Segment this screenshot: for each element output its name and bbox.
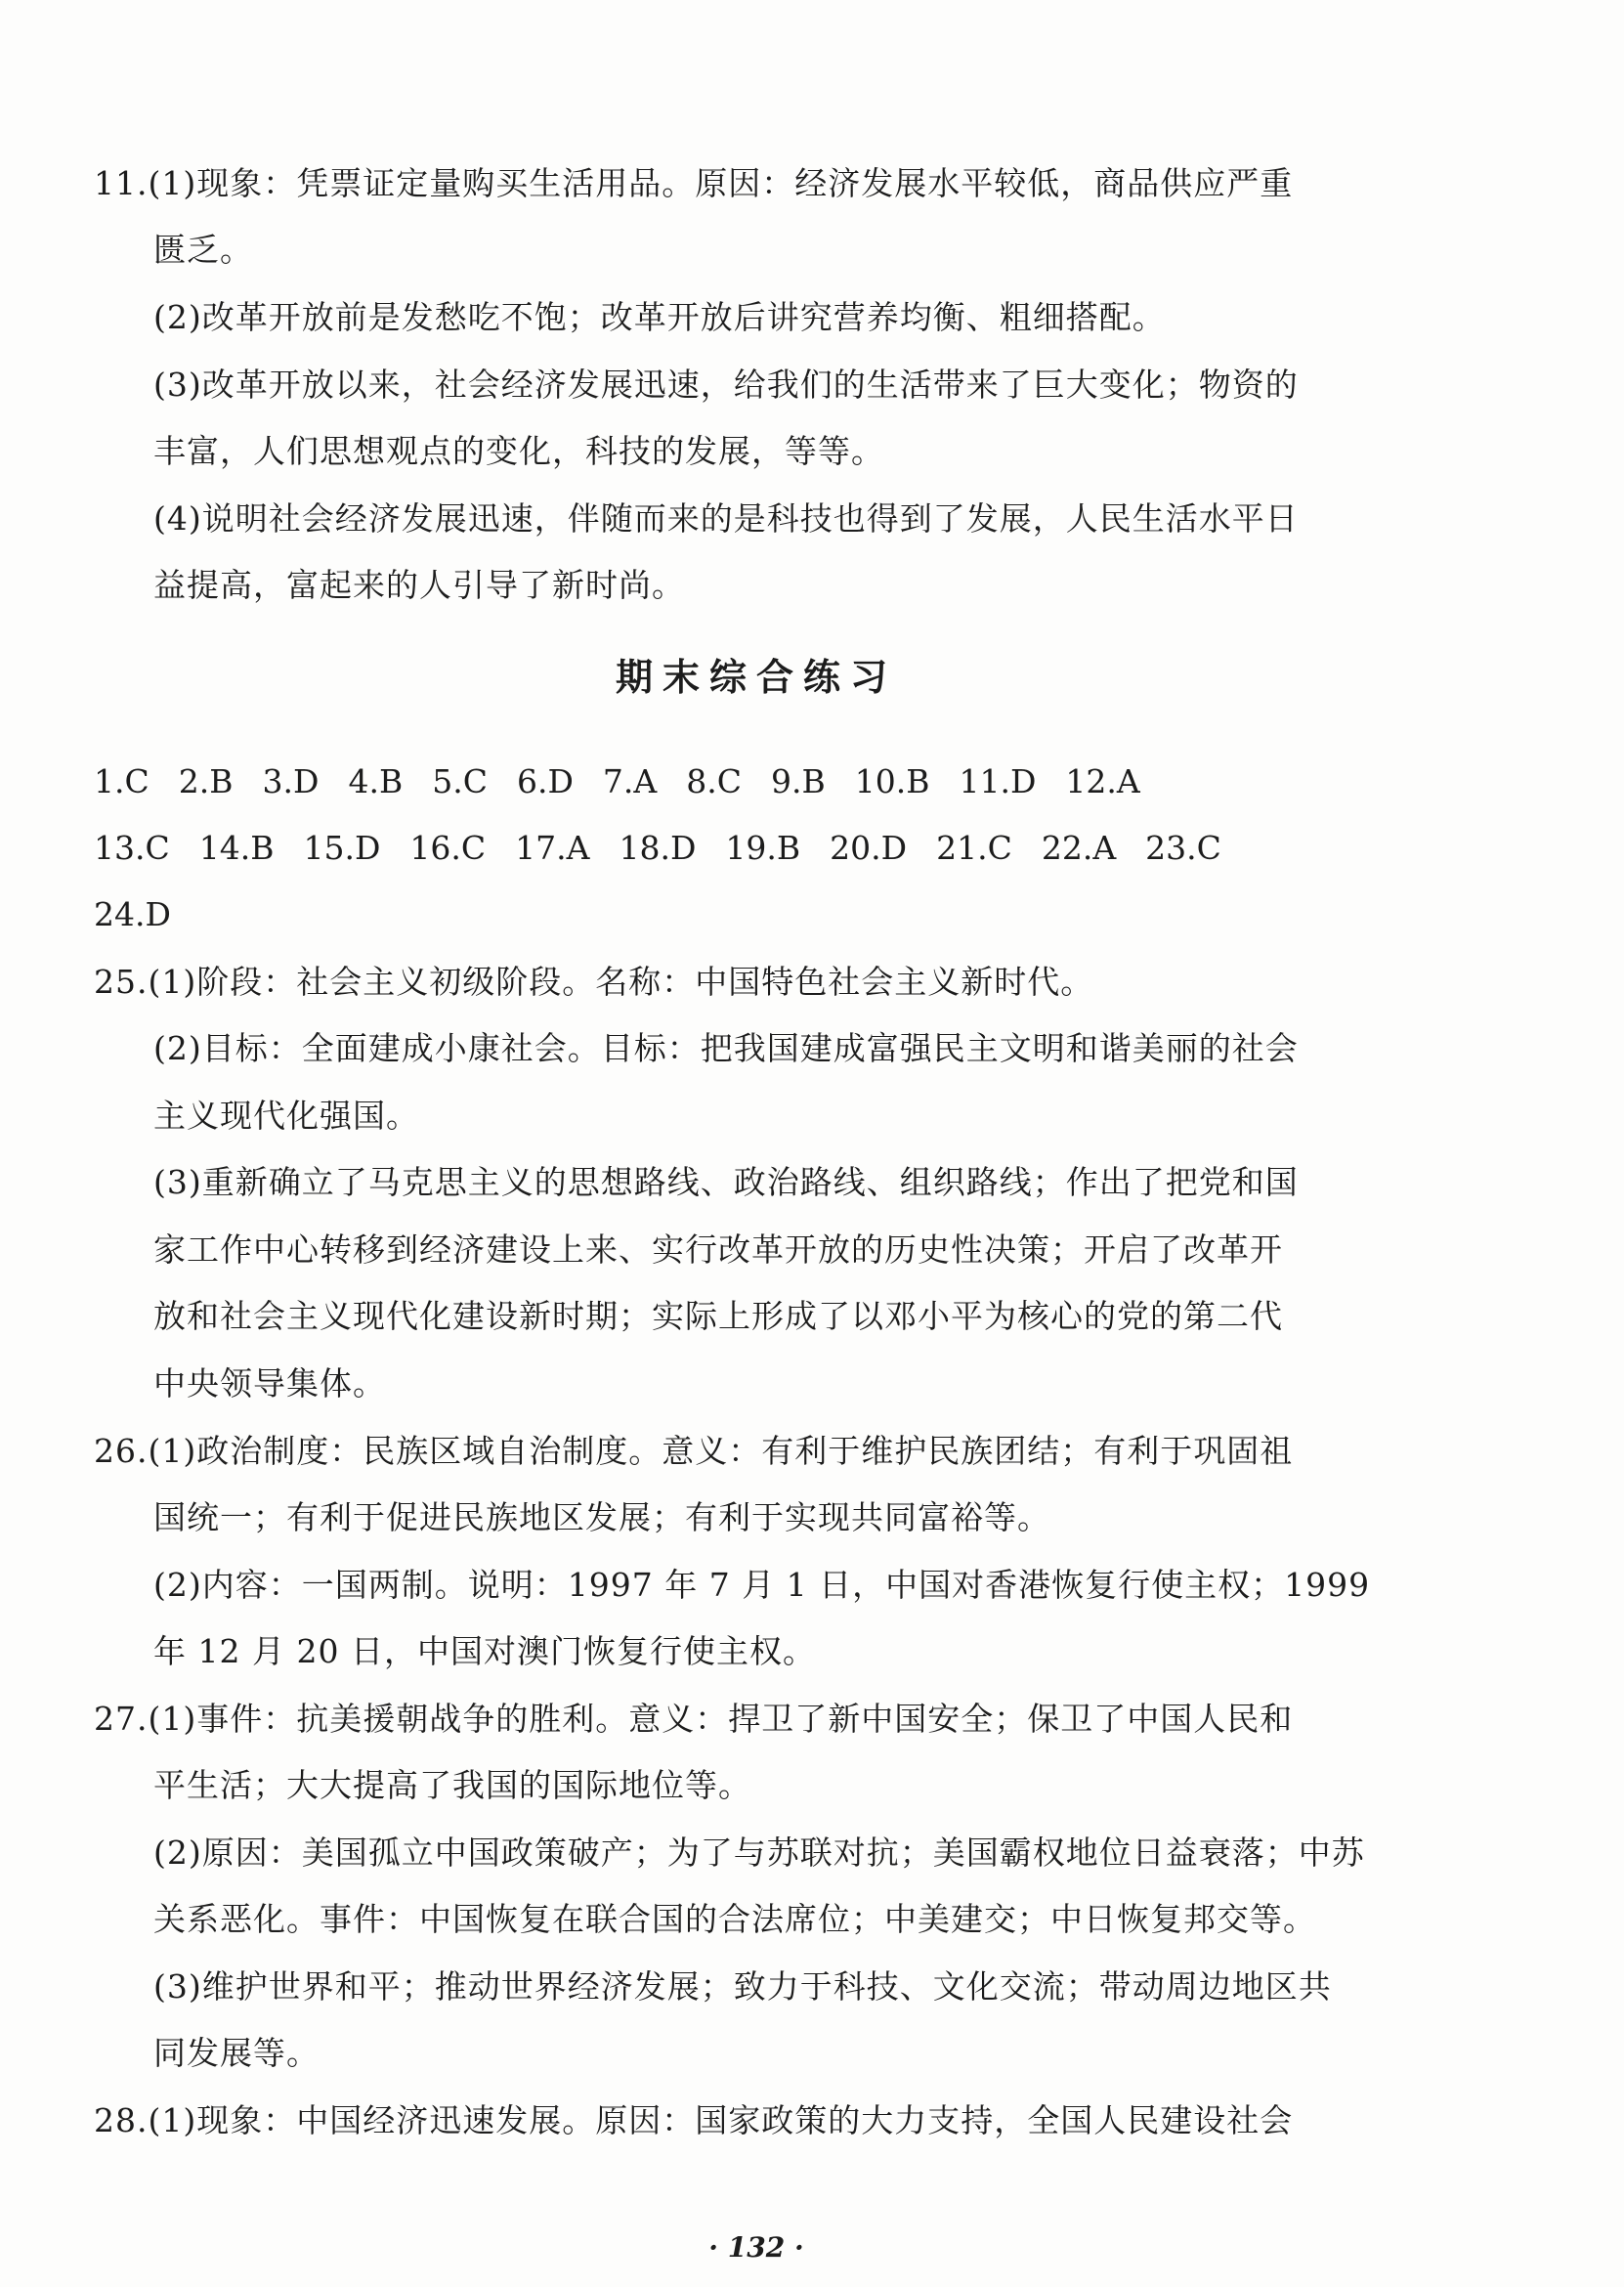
answer-item: 21.C xyxy=(936,829,1012,867)
answer-item: 16.C xyxy=(409,829,487,867)
q11-part1-line1: 11.(1)现象：凭票证定量购买生活用品。原因：经济发展水平较低，商品供应严重 xyxy=(94,164,1294,202)
q27-part2-line1: (2)原因：美国孤立中国政策破产；为了与苏联对抗；美国霸权地位日益衰落；中苏 xyxy=(153,1834,1365,1872)
answer-item: 23.C xyxy=(1145,829,1221,867)
q11-part1-line2: 匮乏。 xyxy=(153,231,253,269)
answer-item: 10.B xyxy=(854,762,930,800)
answer-item: 5.C xyxy=(432,762,488,800)
section-title: 期末综合练习 xyxy=(615,656,897,699)
q25-part3-line2: 家工作中心转移到经济建设上来、实行改革开放的历史性决策；开启了改革开 xyxy=(153,1230,1283,1269)
q27-part1-line1: 27.(1)事件：抗美援朝战争的胜利。意义：捍卫了新中国安全；保卫了中国人民和 xyxy=(94,1700,1294,1738)
answer-item: 14.B xyxy=(198,829,275,867)
q26-part1-line2: 国统一；有利于促进民族地区发展；有利于实现共同富裕等。 xyxy=(153,1498,1050,1536)
choice-answers-row1 xyxy=(94,762,1170,801)
q26-part2-line1: (2)内容：一国两制。说明：1997 年 7 月 1 日，中国对香港恢复行使主权；1999 xyxy=(153,1566,1371,1604)
answer-item: 12.A xyxy=(1065,762,1140,800)
answer-item: 3.D xyxy=(262,762,320,800)
answer-item: 6.D xyxy=(516,762,574,800)
answer-item: 19.B xyxy=(725,829,801,867)
q11-part2: (2)改革开放前是发愁吃不饱；改革开放后讲究营养均衡、粗细搭配。 xyxy=(153,298,1166,336)
q25-part3-line4: 中央领导集体。 xyxy=(153,1364,386,1402)
q11-part4-line2: 益提高，富起来的人引导了新时尚。 xyxy=(153,566,685,604)
answer-item: 8.C xyxy=(686,762,742,800)
answer-item: 9.B xyxy=(770,762,826,800)
answer-item: 4.B xyxy=(348,762,404,800)
choice-answers-row2 xyxy=(94,829,1251,868)
answer-item: 1.C xyxy=(94,762,150,800)
page-number: · 132 · xyxy=(708,2231,804,2264)
answer-item: 17.A xyxy=(515,829,590,867)
answer-item: 22.A xyxy=(1041,829,1117,867)
answer-item: 2.B xyxy=(178,762,234,800)
q11-part3-line2: 丰富，人们思想观点的变化，科技的发展，等等。 xyxy=(153,432,884,470)
answer-item: 18.D xyxy=(619,829,697,867)
q25-part3-line1: (3)重新确立了马克思主义的思想路线、政治路线、组织路线；作出了把党和国 xyxy=(153,1163,1299,1201)
answer-item: 7.A xyxy=(602,762,658,800)
q11-part3-line1: (3)改革开放以来，社会经济发展迅速，给我们的生活带来了巨大变化；物资的 xyxy=(153,366,1299,404)
answer-item: 11.D xyxy=(959,762,1037,800)
q27-part2-line2: 关系恶化。事件：中国恢复在联合国的合法席位；中美建交；中日恢复邦交等。 xyxy=(153,1900,1316,1938)
q27-part3-line2: 同发展等。 xyxy=(153,2034,320,2072)
q27-part1-line2: 平生活；大大提高了我国的国际地位等。 xyxy=(153,1766,751,1804)
q26-part1-line1: 26.(1)政治制度：民族区域自治制度。意义：有利于维护民族团结；有利于巩固祖 xyxy=(94,1432,1294,1470)
choice-answers-row3 xyxy=(94,895,200,934)
q25-part2-line1: (2)目标：全面建成小康社会。目标：把我国建成富强民主文明和谐美丽的社会 xyxy=(153,1029,1299,1067)
q26-part2-line2: 年 12 月 20 日，中国对澳门恢复行使主权。 xyxy=(153,1632,816,1670)
q25-part2-line2: 主义现代化强国。 xyxy=(153,1097,419,1135)
q28-part1-line1: 28.(1)现象：中国经济迅速发展。原因：国家政策的大力支持，全国人民建设社会 xyxy=(94,2101,1294,2139)
q27-part3-line1: (3)维护世界和平；推动世界经济发展；致力于科技、文化交流；带动周边地区共 xyxy=(153,1967,1332,2006)
answer-item: 20.D xyxy=(830,829,908,867)
answer-item: 15.D xyxy=(303,829,381,867)
q11-part4-line1: (4)说明社会经济发展迅速，伴随而来的是科技也得到了发展，人民生活水平日 xyxy=(153,499,1299,538)
answer-item: 13.C xyxy=(94,829,170,867)
answer-item: 24.D xyxy=(94,895,171,933)
q25-part3-line3: 放和社会主义现代化建设新时期；实际上形成了以邓小平为核心的党的第二代 xyxy=(153,1297,1283,1335)
q25-part1: 25.(1)阶段：社会主义初级阶段。名称：中国特色社会主义新时代。 xyxy=(94,963,1094,1001)
